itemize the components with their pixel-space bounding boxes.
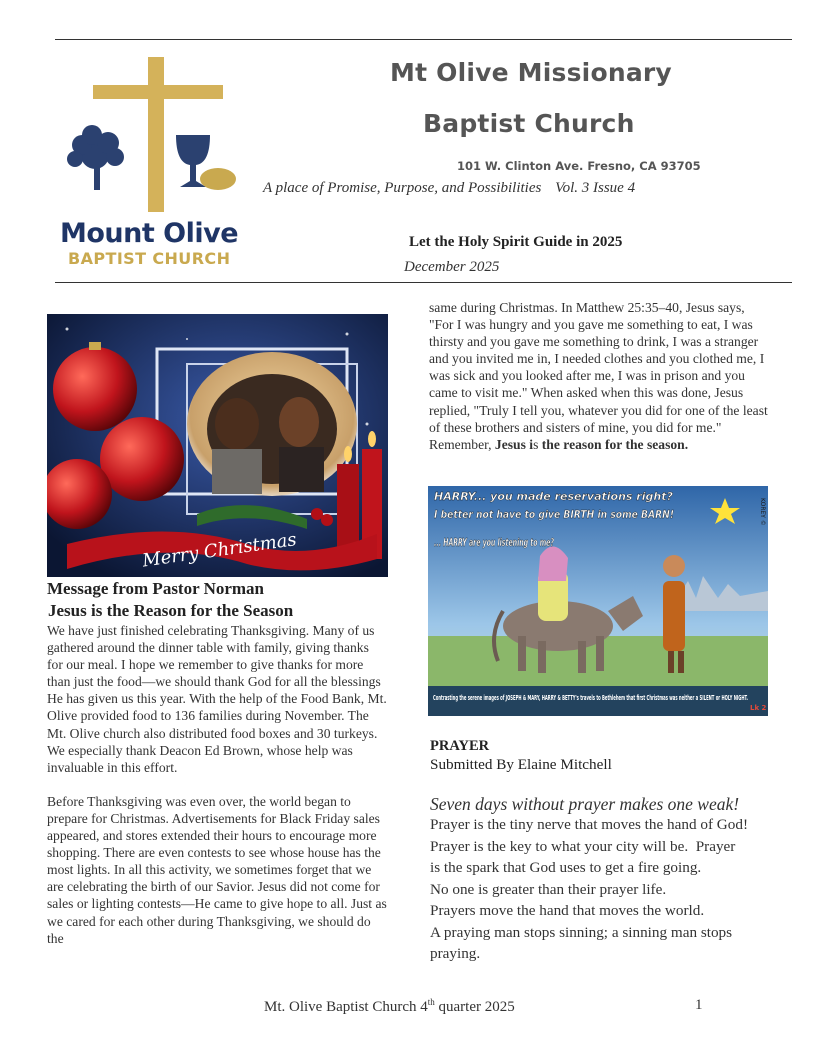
page-number: 1: [695, 997, 703, 1013]
continuation-text: same during Christmas. In Matthew 25:35–40, Jesus says, "For I was hungry and you gave me something to eat, I was thirsty and you gave me something to drink, I was a stranger and you invited me in, I needed clothes and you clothed me, I was sick and you looked after me, I was in prison and you came to visit me." When asked when this was done, Jesus replied, "Truly I tell you, whatever you did for one of the least of these brothers and sisters of mine, you did for me." Remember,: [429, 300, 768, 452]
cross-tree-chalice-icon: [60, 55, 260, 225]
footer-quarter: quarter 2025: [434, 999, 515, 1015]
tagline-text: A place of Promise, Purpose, and Possibilities: [263, 180, 542, 196]
pastor-message-subheading: Jesus is the Reason for the Season: [48, 601, 294, 620]
closing-bold-b: the reason for the season.: [541, 436, 689, 452]
prayer-headline: Seven days without prayer makes one weak!: [430, 794, 740, 814]
prayer-line: praying.: [430, 945, 481, 962]
masthead-title-line1: Mt Olive Missionary: [390, 58, 672, 87]
logo-subtitle: BAPTIST CHURCH: [68, 249, 231, 268]
cartoon-caption: Contrasting the serene images of JOSEPH & MARY, HARRY & BETTY's travels to Bethlehem that first Christmas was neither a SILENT or HOLY NIGHT.: [433, 694, 748, 702]
issue-date: December 2025: [404, 259, 500, 275]
prayer-line: Prayers move the hand that moves the world.: [430, 902, 705, 919]
cartoon-line-1: HARRY... you made reservations right?: [434, 490, 673, 503]
prayer-heading: PRAYER: [430, 738, 490, 754]
prayer-line: A praying man stops sinning; a sinning man stops: [430, 923, 733, 941]
masthead-title-line2: Baptist Church: [423, 109, 635, 138]
pastor-message-continuation: [429, 299, 769, 453]
tagline: [263, 180, 635, 197]
pastor-message-paragraph-2: Before Thanksgiving was even over, the world began to prepare for Christmas. Advertisements for Black Friday sales appeared, and stores extended their hours to encourage more shopping. There are even contests to see whose house has the most lights. In all this activity, we sometimes forget that we are celebrating the birth of our Savior. Jesus did not come for sales or lighting contests—He came to give hope to all. Just as we cared for each other during Thanksgiving, we should do the: [47, 793, 387, 946]
closing-bold-a: Jesus i: [494, 436, 534, 452]
pastor-message-heading: Message from Pastor Norman: [47, 579, 265, 598]
cartoon-art: [428, 486, 768, 716]
cartoon-caption-ref: Lk 2: [750, 704, 767, 712]
church-address: 101 W. Clinton Ave. Fresno, CA 93705: [457, 159, 701, 173]
footer-church: Mt. Olive Baptist Church 4: [264, 999, 428, 1015]
prayer-line: is the spark that God uses to get a fire going.: [430, 859, 702, 876]
volume-issue: Vol. 3 Issue 4: [555, 180, 636, 196]
church-logo: [60, 55, 260, 270]
logo-wordmark: Mount Olive: [60, 218, 239, 249]
prayer-line: Prayer is the key to what your city will be. Prayer: [430, 837, 736, 855]
cartoon-line-2: I better not have to give BIRTH in some BARN!: [434, 508, 674, 521]
merry-christmas-banner: Merry Christmas: [141, 529, 298, 572]
pastor-message-body: [47, 622, 387, 947]
prayer-line: Prayer is the tiny nerve that moves the hand of God!: [430, 816, 749, 833]
top-rule: [55, 39, 792, 40]
header-rule: [55, 282, 792, 283]
theme-heading: Let the Holy Spirit Guide in 2025: [409, 234, 623, 250]
prayer-submitted-by: Submitted By Elaine Mitchell: [430, 756, 612, 773]
pastor-message-paragraph-1: We have just finished celebrating Thanksgiving. Many of us gathered around the dinner table with family, giving thanks for our meal. I hope we remember to give thanks for more than just the food—we should thank God for all the blessings He has given us this year. With the help of the Food Bank, Mt. Olive provided food to 136 families during November. The Mt. Olive church also distributed food boxes and 30 turkeys. We especially thank Deacon Ed Brown, whose help was invaluable in this effort.: [47, 623, 387, 775]
closing-plain: s: [533, 436, 539, 452]
cartoon-credit: KOREY ©: [759, 498, 766, 526]
cartoon-line-3: ... HARRY are you listening to me?: [434, 536, 555, 549]
christmas-photo: [47, 314, 388, 577]
footer-superscript: th: [427, 997, 435, 1007]
nativity-cartoon: [428, 486, 768, 716]
prayer-lines: [430, 814, 780, 965]
prayer-line: No one is greater than their prayer life.: [430, 880, 667, 898]
christmas-photo-art: [47, 314, 388, 577]
footer-text: [264, 997, 515, 1016]
